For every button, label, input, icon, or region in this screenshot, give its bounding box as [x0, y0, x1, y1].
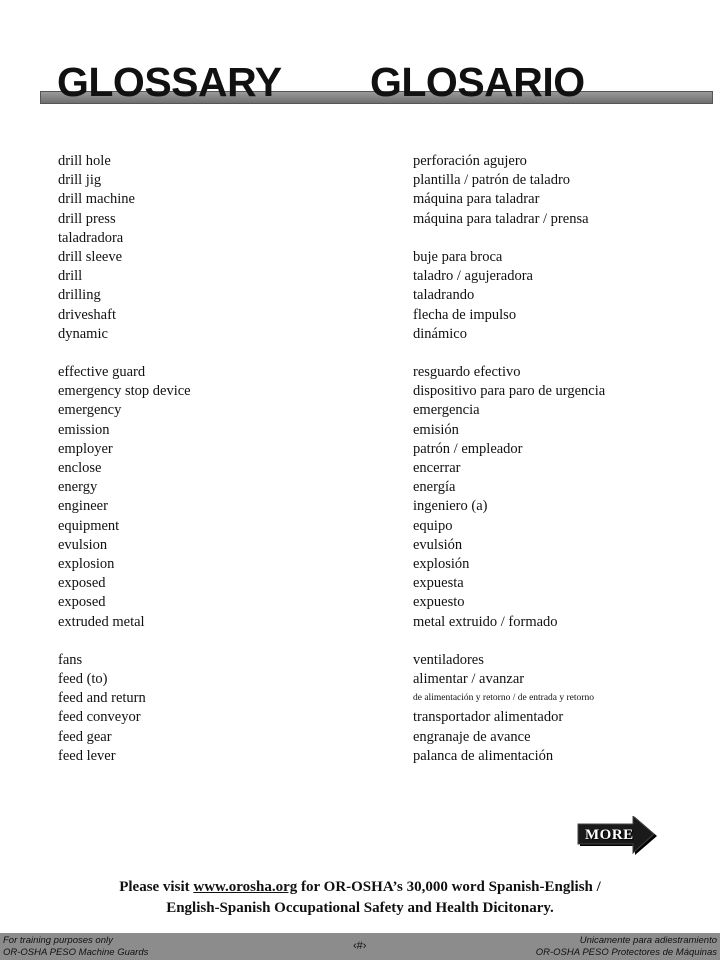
glossary-row [0, 632, 720, 651]
glossary-row [0, 651, 720, 670]
term-spanish: ventiladores [413, 651, 484, 668]
term-spanish: taladrando [413, 287, 475, 304]
glossary-row [0, 670, 720, 689]
title-english: GLOSSARY [57, 59, 282, 105]
term-spanish: taladro / agujeradora [413, 268, 533, 285]
glossary-row [0, 267, 720, 286]
term-spanish: energía [413, 479, 456, 496]
visit-suffix: for OR-OSHA’s 30,000 word Spanish-English / [297, 879, 601, 895]
glossary-row [0, 613, 720, 632]
glossary-row [0, 229, 720, 248]
term-english: effective guard [58, 364, 146, 381]
glossary-row [0, 536, 720, 555]
footer [0, 933, 720, 960]
term-spanish: metal extruido / formado [413, 613, 558, 630]
term-spanish: emergencia [413, 402, 480, 419]
term-spanish: palanca de alimentación [413, 747, 554, 764]
term-spanish: patrón / empleador [413, 440, 523, 457]
term-english: enclose [58, 460, 102, 476]
title-spanish: GLOSARIO [370, 59, 585, 105]
term-spanish: de alimentación y retorno / de entrada y retorno [413, 693, 594, 704]
glossary-row [0, 190, 720, 209]
more-button-label: MORE [585, 827, 634, 843]
glossary-row [0, 152, 720, 171]
term-english: exposed [58, 594, 106, 611]
term-english: driveshaft [58, 306, 116, 323]
term-english: drill sleeve [58, 248, 123, 265]
glossary-row [0, 517, 720, 536]
glossary-row [0, 497, 720, 516]
visit-message [60, 877, 660, 919]
term-spanish: máquina para taladrar / prensa [413, 210, 589, 227]
footer-training-note: For training purposes only [3, 935, 113, 946]
term-spanish: plantilla / patrón de taladro [413, 172, 571, 189]
term-spanish: expuesta [413, 575, 464, 592]
term-english: emergency [58, 402, 122, 419]
term-english: emergency stop device [58, 383, 191, 400]
term-spanish: encerrar [413, 460, 461, 476]
glossary-row [0, 593, 720, 612]
term-english: taladradora [58, 229, 124, 246]
term-spanish: resguardo efectivo [413, 364, 521, 381]
term-spanish: flecha de impulso [413, 306, 517, 323]
glossary-row [0, 689, 720, 708]
term-english: feed gear [58, 728, 112, 745]
term-spanish: explosión [413, 555, 470, 572]
glossary-row [0, 728, 720, 747]
glossary-row [0, 363, 720, 382]
term-english: drill jig [58, 172, 102, 189]
term-english: fans [58, 651, 83, 668]
term-english: energy [58, 479, 98, 496]
page-number: ‹#› [353, 940, 367, 952]
orosha-link[interactable]: www.orosha.org [193, 879, 298, 895]
glossary-row [0, 574, 720, 593]
term-english: feed and return [58, 690, 146, 707]
glossary-row [0, 440, 720, 459]
term-english: drill hole [58, 153, 111, 169]
term-english: evulsion [58, 536, 108, 553]
glossary-row [0, 478, 720, 497]
term-english: employer [58, 440, 113, 457]
glossary-row [0, 286, 720, 305]
term-english: equipment [58, 517, 120, 534]
term-spanish: expuesto [413, 594, 465, 611]
term-spanish: engranaje de avance [413, 728, 531, 745]
glossary-row [0, 171, 720, 190]
glossary-row [0, 306, 720, 325]
glossary-list [0, 152, 720, 766]
glossary-row [0, 344, 720, 363]
footer-course-name: OR-OSHA PESO Machine Guards [3, 947, 149, 958]
term-spanish: buje para broca [413, 248, 503, 265]
glossary-row [0, 459, 720, 478]
glossary-row [0, 382, 720, 401]
term-spanish: equipo [413, 517, 453, 534]
glossary-row [0, 747, 720, 766]
term-english: extruded metal [58, 613, 145, 630]
term-spanish: máquina para taladrar [413, 191, 540, 208]
glossary-row [0, 421, 720, 440]
term-spanish: alimentar / avanzar [413, 671, 525, 688]
term-english: emission [58, 421, 110, 438]
glossary-row [0, 325, 720, 344]
glossary-row [0, 210, 720, 229]
term-spanish: perforación agujero [413, 153, 527, 169]
glossary-row [0, 401, 720, 420]
footer-course-name-spanish: OR-OSHA PESO Protectores de Máquinas [535, 947, 717, 958]
glossary-row [0, 555, 720, 574]
term-spanish: emisión [413, 421, 459, 438]
term-english: feed lever [58, 747, 116, 764]
visit-line2: English-Spanish Occupational Safety and Health Dicitonary. [166, 900, 554, 916]
footer-training-note-spanish: Unicamente para adiestramiento [579, 935, 717, 946]
term-english: exposed [58, 575, 106, 592]
term-english: engineer [58, 498, 108, 515]
term-english: feed conveyor [58, 709, 141, 726]
term-spanish: dinámico [413, 325, 467, 342]
term-english: drill press [58, 210, 116, 227]
visit-prefix: Please visit [119, 879, 194, 895]
term-english: dynamic [58, 325, 108, 342]
term-spanish: transportador alimentador [413, 709, 564, 726]
glossary-row [0, 248, 720, 267]
term-spanish: dispositivo para paro de urgencia [413, 383, 606, 400]
term-english: drill machine [58, 191, 135, 208]
term-english: drill [58, 268, 83, 285]
term-english: feed (to) [58, 671, 108, 688]
glossary-row [0, 708, 720, 727]
term-english: drilling [58, 287, 101, 304]
term-spanish: evulsión [413, 536, 463, 553]
term-spanish: ingeniero (a) [413, 498, 488, 515]
term-english: explosion [58, 555, 115, 572]
more-button[interactable] [577, 816, 659, 856]
